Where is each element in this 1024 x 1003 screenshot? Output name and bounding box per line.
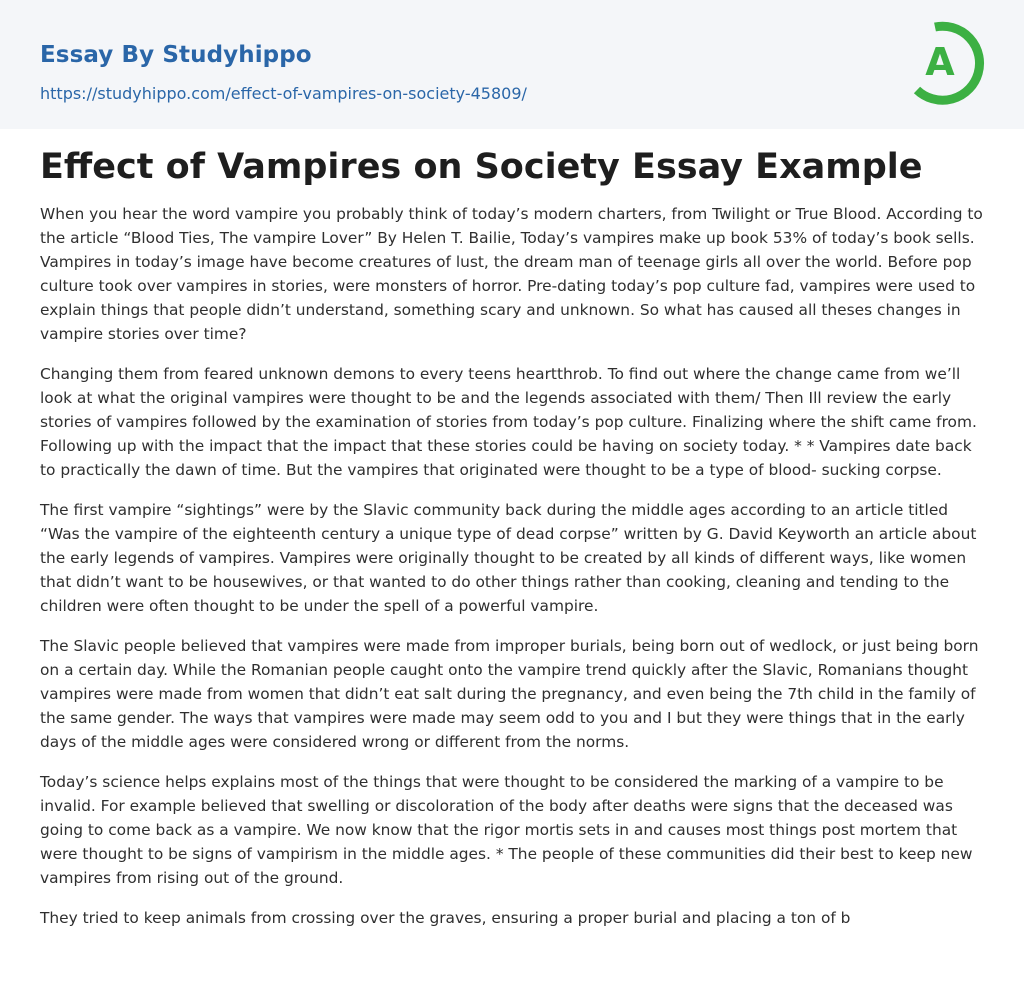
logo-letter: A (925, 40, 955, 84)
site-name-link[interactable]: Essay By Studyhippo (40, 42, 312, 68)
studyhippo-logo-icon[interactable] (908, 18, 988, 106)
article-paragraph: Today’s science helps explains most of the things that were thought to be considered the marking of a vampire to be invalid. For example believed that swelling or discoloration of the body after deaths were signs that the deceased was going to come back as a vampire. We now know that the rigor mortis sets in and causes most things post mortem that were thought to be signs of vampirism in the middle ages. * The people of these communities did their best to keep new vampires from rising out of the ground. (40, 773, 973, 887)
page-url-link[interactable]: https://studyhippo.com/effect-of-vampires-on-society-45809/ (40, 84, 527, 103)
article (40, 144, 988, 946)
site-header (0, 0, 1024, 129)
article-paragraph: The Slavic people believed that vampires were made from improper burials, being born out of wedlock, or just being born on a certain day. While the Romanian people caught onto the vampire trend quickly after the Slavic, Romanians thought vampires were made from women that didn’t eat salt during the pregnancy, and even being the 7th child in the family of the same gender. The ways that vampires were made may seem odd to you and I but they were things that in the early days of the middle ages were considered wrong or different from the norms. (40, 637, 979, 751)
article-paragraph: Changing them from feared unknown demons to every teens heartthrob. To find out where the change came from we’ll look at what the original vampires were thought to be and the legends associated with them/ Then Ill review the early stories of vampires followed by the examination of stories from today’s pop culture. Finalizing where the shift came from. Following up with the impact that the impact that these stories could be having on society today. * * Vampires date back to practically the dawn of time. But the vampires that originated were thought to be a type of blood- sucking corpse. (40, 365, 977, 479)
article-paragraph: They tried to keep animals from crossing over the graves, ensuring a proper burial and placing a ton of b (40, 909, 851, 927)
page-title: Effect of Vampires on Society Essay Example (40, 147, 923, 187)
article-paragraph: The first vampire “sightings” were by the Slavic community back during the middle ages according to an article titled “Was the vampire of the eighteenth century a unique type of dead corpse” written by G. David Keyworth an article about the early legends of vampires. Vampires were originally thought to be created by all kinds of different ways, like women that didn’t want to be housewives, or that wanted to do other things rather than cooking, cleaning and tending to the children were often thought to be under the spell of a powerful vampire. (40, 501, 977, 615)
article-paragraph: When you hear the word vampire you probably think of today’s modern charters, from Twilight or True Blood. According to the article “Blood Ties, The vampire Lover” By Helen T. Bailie, Today’s vampires make up book 53% of today’s book sells. Vampires in today’s image have become creatures of lust, the dream man of teenage girls all over the world. Before pop culture took over vampires in stories, were monsters of horror. Pre-dating today’s pop culture fad, vampires were used to explain things that people didn’t understand, something scary and unknown. So what has caused all theses changes in vampire stories over time? (40, 205, 983, 343)
